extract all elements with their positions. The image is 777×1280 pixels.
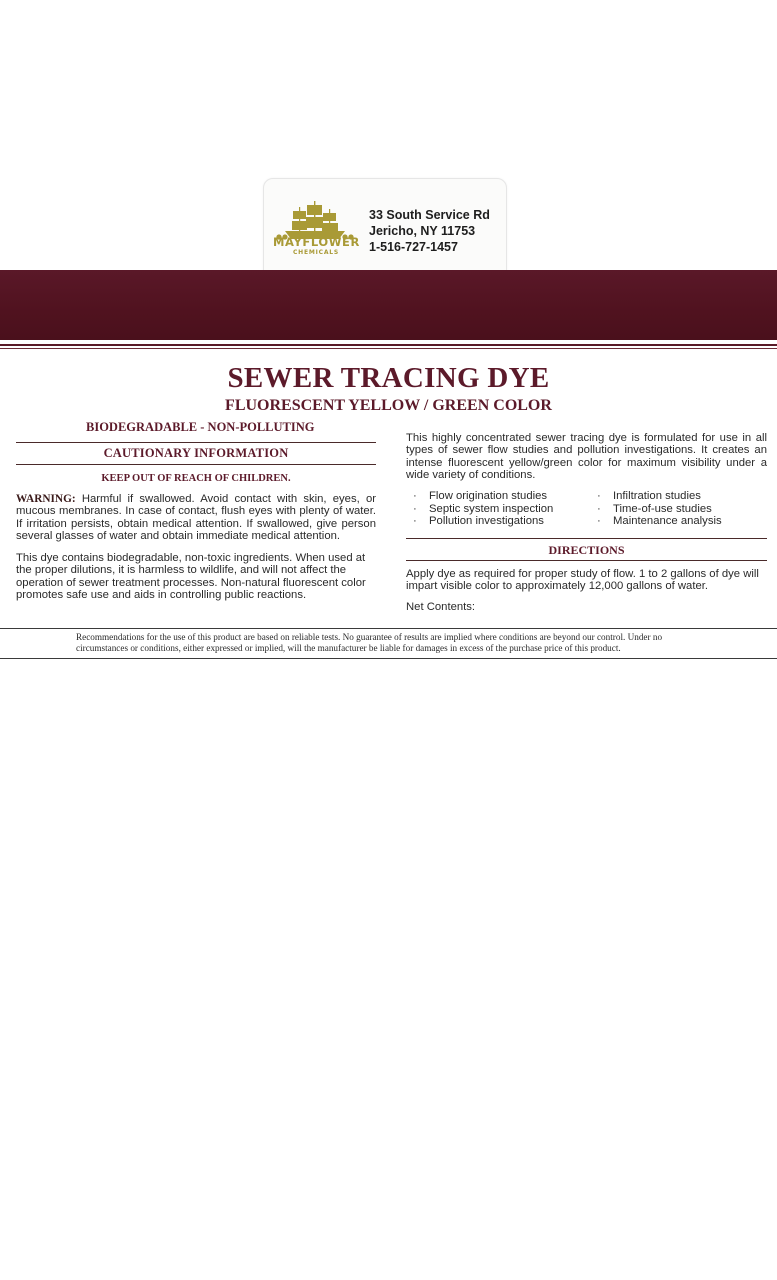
uses-list-2 [590, 490, 722, 528]
band-divider [0, 344, 777, 346]
use-item: Septic system inspection [429, 502, 554, 515]
intro-paragraph: This highly concentrated sewer tracing dye is formulated for use in all types of sewer flow studies and pollution investigations. It creates an intense fluorescent yellow/green color for maximum visibility under a wide variety of conditions. [406, 432, 767, 481]
divider [16, 464, 376, 465]
list-item [590, 503, 722, 516]
disclaimer: Recommendations for the use of this product are based on reliable tests. No guarantee of results are implied where conditions are beyond our control. Under no circumstances or conditions, either expressed or implied, will the manufacturer be liable for damages in excess of the purchase price of this product. [76, 632, 663, 653]
net-contents: Net Contents: [406, 601, 476, 613]
address-label [263, 178, 507, 272]
warning-label: WARNING: [16, 493, 76, 505]
warning-text: Harmful if swallowed. Avoid contact with skin, eyes, or mucous membranes. In case of contact, flush eyes with plenty of water. If irritation persists, obtain medical attention. If swallowed, give person several glasses of water and obtain immediate medical attention. [16, 493, 376, 542]
directions-text: Apply dye as required for proper study of flow. 1 to 2 gallons of dye will impart visible color to approximately 12,000 gallons of water. [406, 568, 759, 593]
bullet-icon: · [597, 515, 601, 528]
use-item: Maintenance analysis [613, 515, 722, 528]
bullet-icon: · [413, 515, 417, 528]
caution-heading: CAUTIONARY INFORMATION [103, 446, 289, 460]
tagline: BIODEGRADABLE - NON-POLLUTING [86, 420, 315, 434]
list-item [590, 515, 722, 528]
list-item [406, 515, 553, 528]
list-item [406, 490, 553, 503]
divider [406, 560, 767, 561]
use-item: Time-of-use studies [613, 502, 712, 515]
address-street: 33 South Service Rd [369, 208, 490, 222]
footer-top-rule [0, 628, 777, 629]
directions-heading: DIRECTIONS [548, 543, 625, 557]
address-block [369, 207, 490, 255]
bullet-icon: · [597, 490, 601, 502]
use-item: Flow origination studies [429, 490, 548, 502]
divider [16, 442, 376, 443]
bullet-icon: · [413, 502, 417, 515]
brand-subname: CHEMICALS [292, 249, 340, 256]
use-item: Infiltration studies [613, 490, 701, 502]
dye-info-paragraph: This dye contains biodegradable, non-toxic ingredients. When used at the proper dilutions, it is harmless to wildlife, and will not affect the operation of sewer treatment processes. Non-natural fluorescent color promotes safe use and aids in controlling public reactions. [16, 552, 366, 601]
maroon-band [0, 270, 777, 340]
list-item [590, 490, 722, 503]
bullet-icon: · [413, 490, 417, 502]
product-title: SEWER TRACING DYE [227, 362, 550, 394]
phone-number: 1-516-727-1457 [369, 240, 458, 254]
list-item [406, 503, 553, 516]
divider [406, 538, 767, 539]
warning-paragraph [16, 493, 376, 542]
band-divider-thin [0, 348, 777, 349]
brand-name: MAYFLOWER [273, 235, 360, 249]
product-subtitle: FLUORESCENT YELLOW / GREEN COLOR [225, 397, 552, 414]
address-city: Jericho, NY 11753 [369, 224, 476, 238]
footer-bottom-rule [0, 658, 777, 659]
bullet-icon: · [597, 502, 601, 515]
uses-list-1 [406, 490, 553, 528]
use-item: Pollution investigations [429, 515, 544, 528]
keep-out-notice: KEEP OUT OF REACH OF CHILDREN. [101, 473, 291, 484]
